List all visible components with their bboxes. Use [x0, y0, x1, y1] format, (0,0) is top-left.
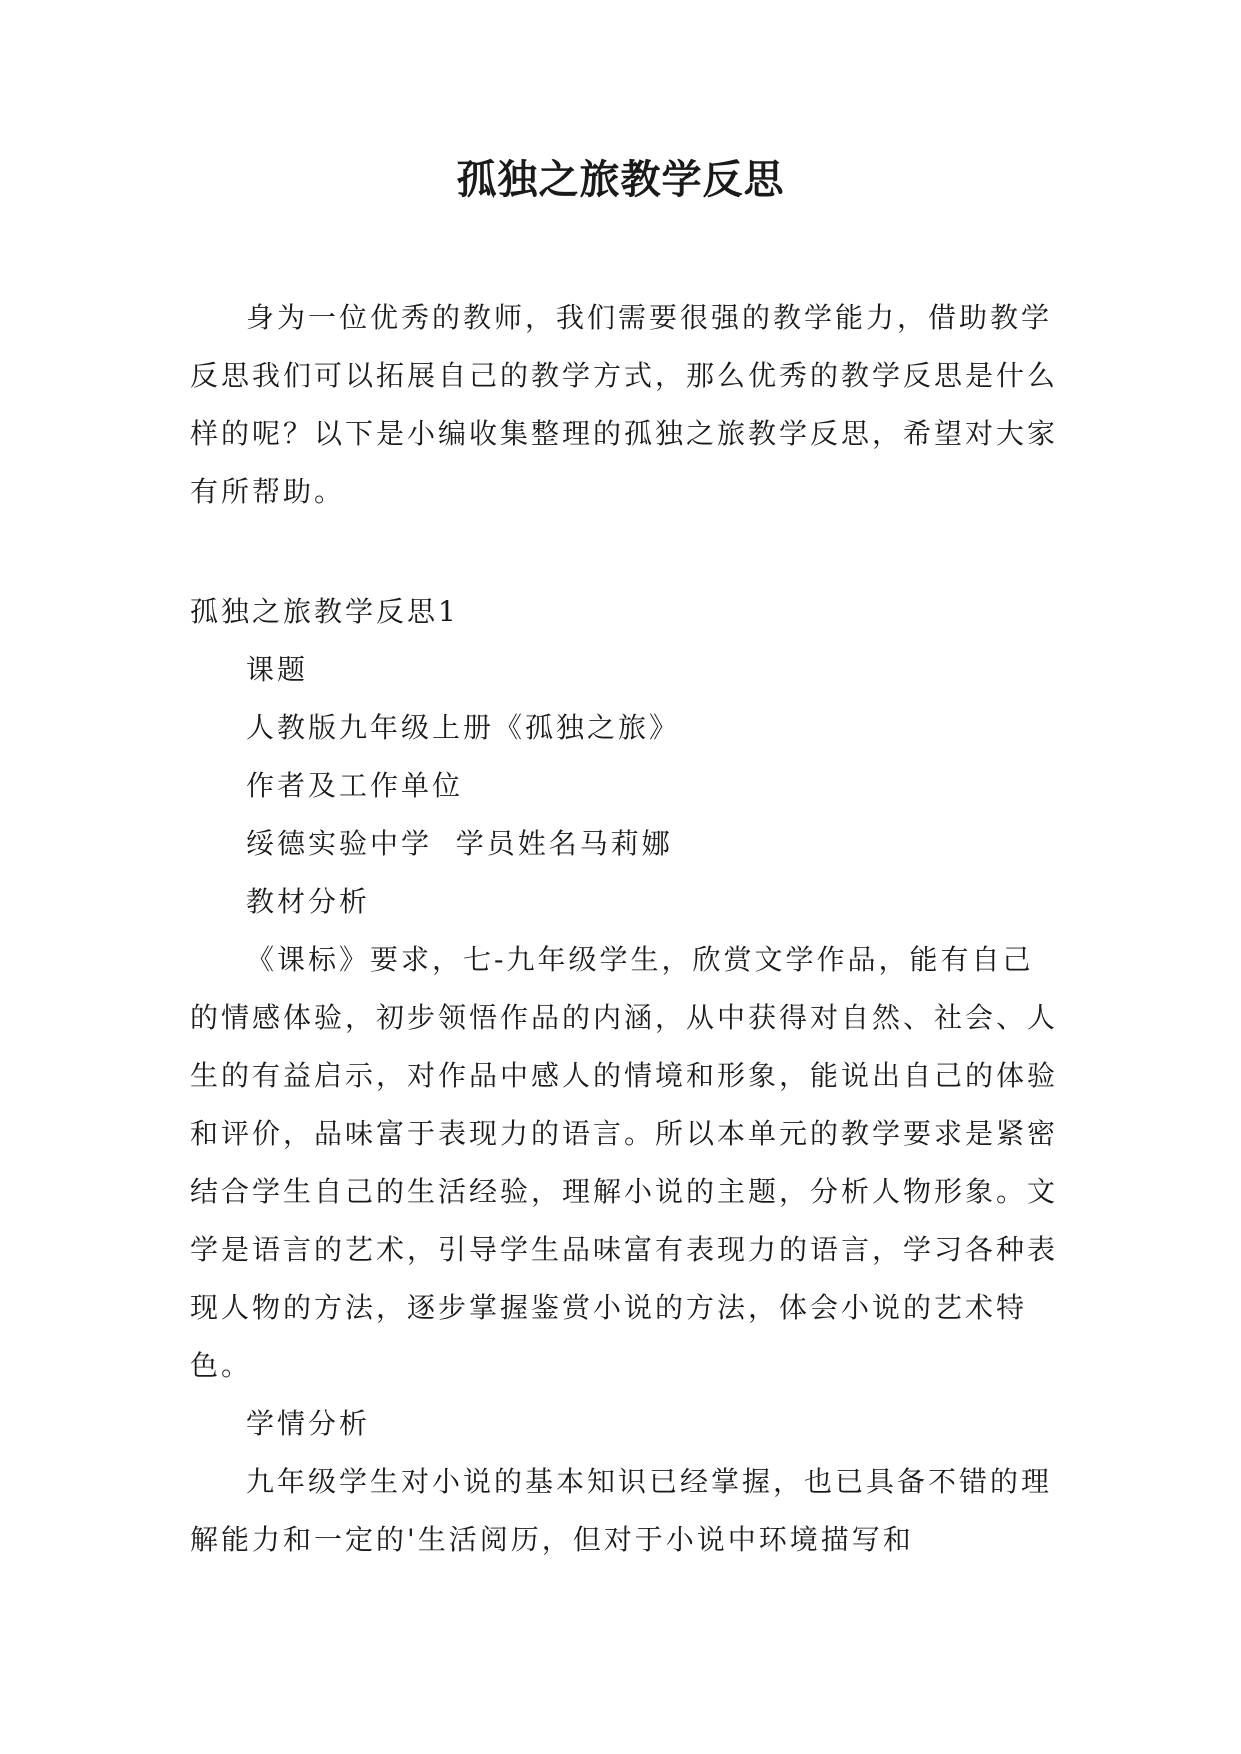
learner-label: 学情分析	[246, 1407, 371, 1440]
topic-value: 人教版九年级上册《孤独之旅》	[246, 711, 681, 744]
material-paragraph: 《课标》要求，七-九年级学生，欣赏文学作品，能有自己的情感体验，初步领悟作品的内涵，从中获得对自然、社会、人生的有益启示，对作品中感人的情境和形象，能说出自己的体验和评价，品味富于表现力的语言。所以本单元的教学要求是紧密结合学生自己的生活经验，理解小说的主题，分析人物形象。文学是语言的艺术，引导学生品味富有表现力的语言，学习各种表现人物的方法，逐步掌握鉴赏小说的方法，体会小说的艺术特色。	[190, 943, 1059, 1382]
section-heading: 孤独之旅教学反思1	[190, 595, 459, 628]
topic-label: 课题	[246, 653, 309, 686]
author-value: 绥德实验中学 学员姓名马莉娜	[246, 827, 673, 860]
learner-paragraph: 九年级学生对小说的基本知识已经掌握，也已具备不错的理解能力和一定的'生活阅历，但对于小说中环境描写和	[190, 1465, 1053, 1556]
document-title: 孤独之旅教学反思	[456, 156, 785, 203]
material-label: 教材分析	[246, 885, 371, 918]
intro-block	[190, 289, 1060, 521]
author-label: 作者及工作单位	[246, 769, 464, 802]
section-1	[190, 583, 1060, 1569]
intro-paragraph: 身为一位优秀的教师，我们需要很强的教学能力，借助教学反思我们可以拓展自己的教学方式，那么优秀的教学反思是什么样的呢？以下是小编收集整理的孤独之旅教学反思，希望对大家有所帮助。	[190, 301, 1059, 508]
